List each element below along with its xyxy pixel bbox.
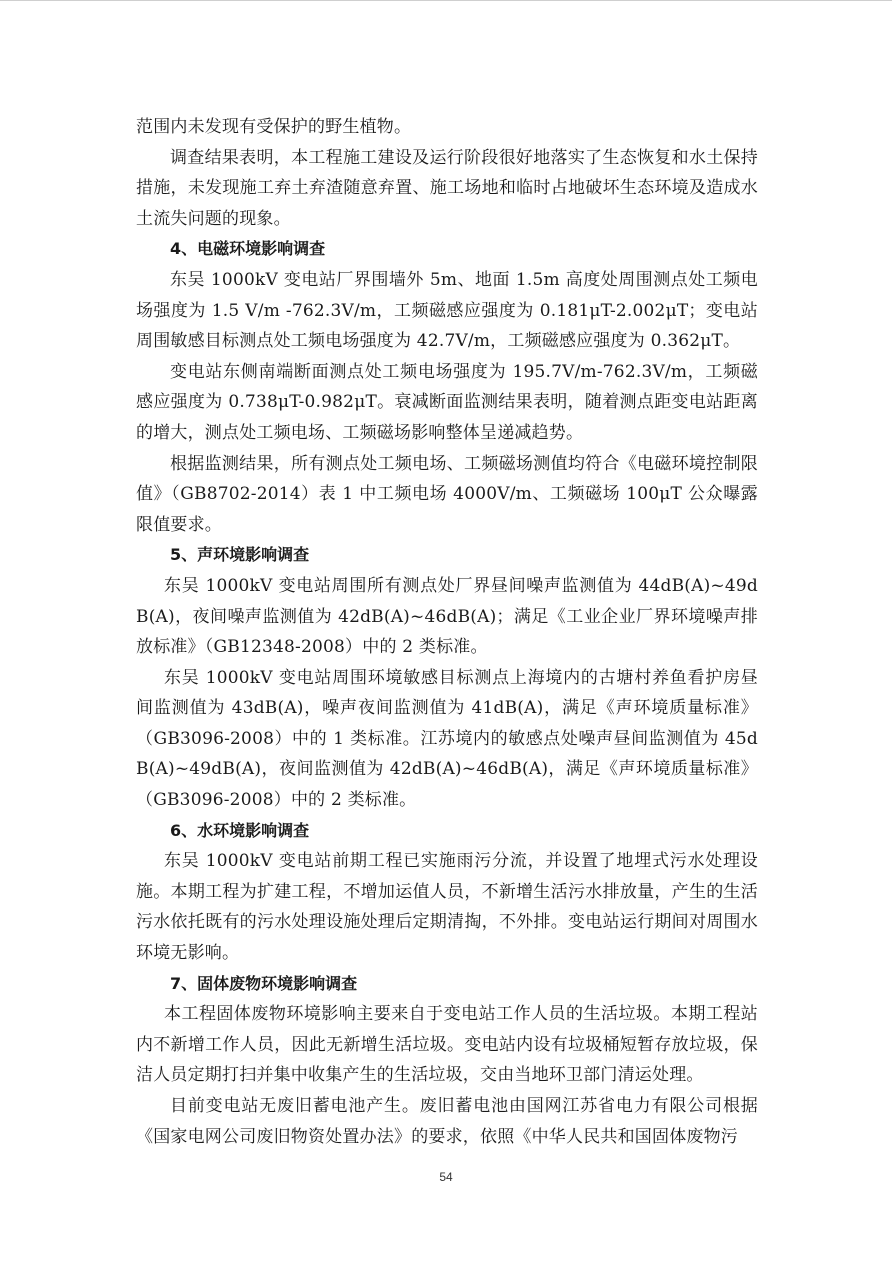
paragraph: 目前变电站无废旧蓄电池产生。废旧蓄电池由国网江苏省电力有限公司根据《国家电网公司废旧物资处置办法》的要求，依照《中华人民共和国固体废物污 bbox=[136, 1096, 758, 1147]
paragraph: 本工程固体废物环境影响主要来自于变电站工作人员的生活垃圾。本期工程站内不新增工作人员，因此无新增生活垃圾。变电站内设有垃圾桶短暂存放垃圾，保洁人员定期打扫并集中收集产生的生活垃圾，交由当地环卫部门清运处理。 bbox=[136, 1004, 758, 1086]
section-heading-acoustic: 5、声环境影响调查 bbox=[170, 545, 310, 565]
section-heading-water: 6、水环境影响调查 bbox=[170, 820, 310, 840]
paragraph: 东吴 1000kV 变电站周围所有测点处厂界昼间噪声监测值为 44dB(A)~49dB(A)，夜间噪声监测值为 42dB(A)~46dB(A)；满足《工业企业厂界环境噪声排放标准》（GB12348-2008）中的 2 类标准。 bbox=[136, 575, 758, 658]
paragraph: 调查结果表明，本工程施工建设及运行阶段很好地落实了生态恢复和水土保持措施，未发现施工弃土弃渣随意弃置、施工场地和临时占地破坏生态环境及造成水土流失问题的现象。 bbox=[136, 147, 758, 229]
section-heading-solid-waste: 7、固体废物环境影响调查 bbox=[170, 973, 358, 993]
document-body bbox=[136, 112, 758, 1152]
paragraph: 东吴 1000kV 变电站周围环境敏感目标测点上海境内的古塘村养鱼看护房昼间监测值为 43dB(A)，噪声夜间监测值为 41dB(A)，满足《声环境质量标准》（GB3096-2008）中的 1 类标准。江苏境内的敏感点处噪声昼间监测值为 45dB(A)~49dB(A)，夜间监测值为 42dB(A)~46dB(A)，满足《声环境质量标准》（GB3096-2008）中的 2 类标准。 bbox=[136, 667, 758, 811]
paragraph: 东吴 1000kV 变电站前期工程已实施雨污分流，并设置了地埋式污水处理设施。本期工程为扩建工程，不增加运值人员，不新增生活污水排放量，产生的生活污水依托既有的污水处理设施处理后定期清掏，不外排。变电站运行期间对周围水环境无影响。 bbox=[136, 851, 758, 964]
section-heading-electromagnetic: 4、电磁环境影响调查 bbox=[170, 239, 326, 259]
page-number: 54 bbox=[439, 1170, 453, 1184]
paragraph: 变电站东侧南端断面测点处工频电场强度为 195.7V/m-762.3V/m，工频磁感应强度为 0.738μT-0.982μT。衰减断面监测结果表明，随着测点距变电站距离的增大，测点处工频电场、工频磁场影响整体呈递减趋势。 bbox=[136, 361, 758, 443]
paragraph: 范围内未发现有受保护的野生植物。 bbox=[136, 117, 412, 137]
top-border bbox=[0, 0, 892, 1]
paragraph: 根据监测结果，所有测点处工频电场、工频磁场测值均符合《电磁环境控制限值》（GB8702-2014）表 1 中工频电场 4000V/m、工频磁场 100μT 公众曝露限值要求。 bbox=[136, 453, 758, 535]
paragraph: 东吴 1000kV 变电站厂界围墙外 5m、地面 1.5m 高度处周围测点处工频电场强度为 1.5 V/m -762.3V/m，工频磁感应强度为 0.181μT-2.002μT；变电站周围敏感目标测点处工频电场强度为 42.7V/m，工频磁感应强度为 0.362μT。 bbox=[136, 269, 758, 352]
